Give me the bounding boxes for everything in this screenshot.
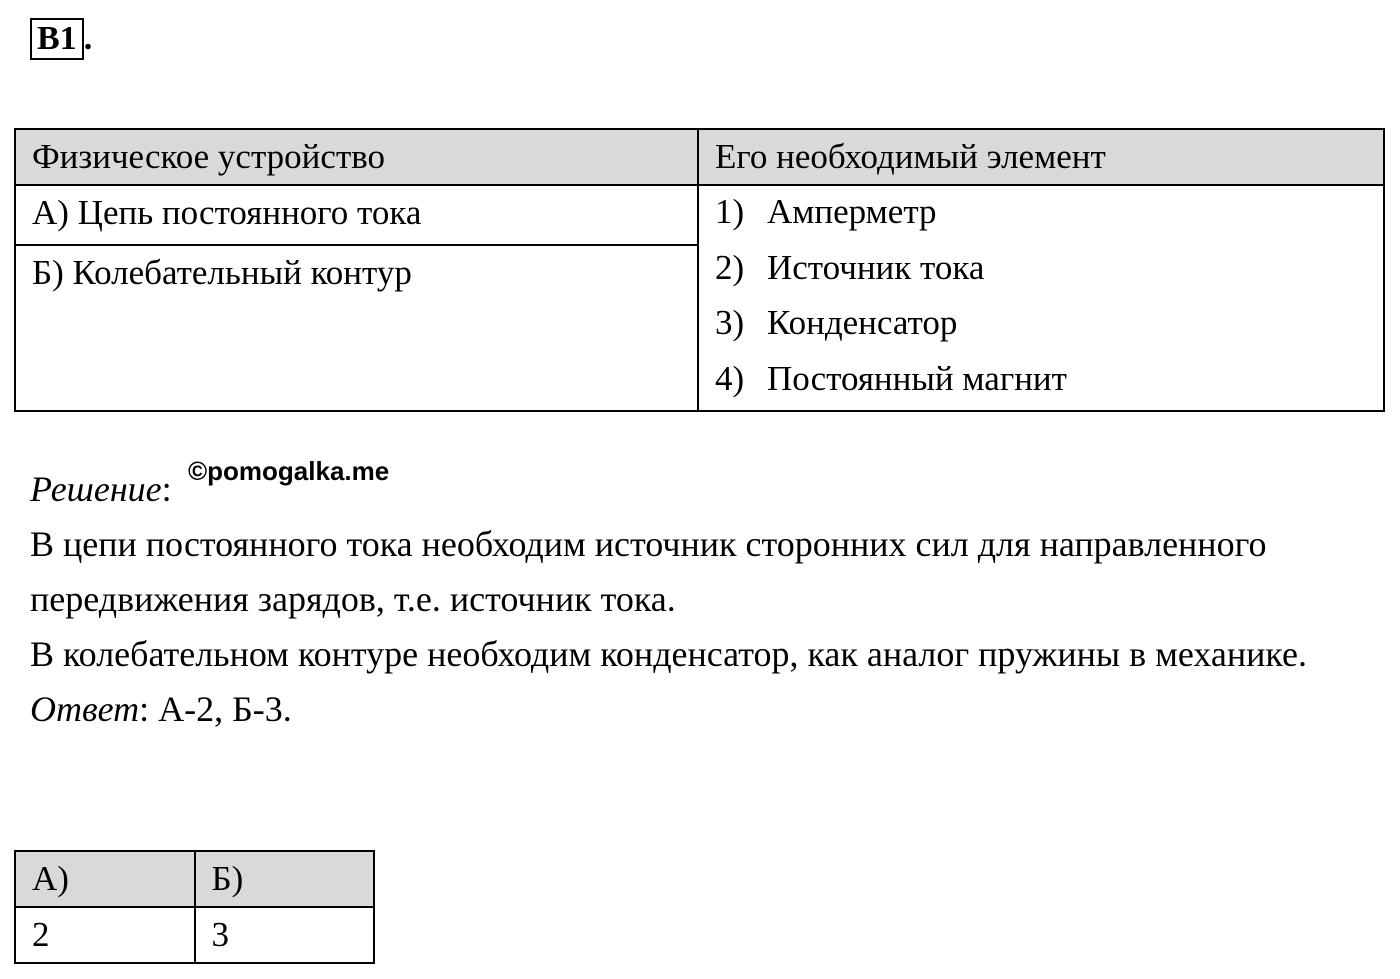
solution-heading-colon: : — [161, 469, 172, 509]
option-text: Источник тока — [766, 247, 985, 287]
element-options — [698, 185, 1384, 411]
answer-value-a: 2 — [15, 907, 195, 963]
option-text: Постоянный магнит — [766, 358, 1067, 398]
answer-header-b: Б) — [195, 851, 375, 907]
list-item — [715, 186, 1367, 242]
answer-value-b: 3 — [195, 907, 375, 963]
solution-paragraph-2: В колебательном контуре необходим конденсатор, как аналог пружины в механике. — [30, 634, 1307, 674]
answer-label: Ответ — [30, 689, 140, 729]
answer-table-header — [15, 851, 374, 907]
option-number: 1) — [714, 192, 745, 231]
solution-heading-text: Решение — [30, 469, 162, 509]
table-row — [15, 185, 1384, 245]
option-number: 2) — [714, 247, 745, 287]
list-item — [715, 297, 1367, 353]
device-item-a: А) Цепь постоянного тока — [15, 185, 698, 245]
header-device: Физическое устройство — [15, 129, 698, 185]
matching-table — [14, 128, 1385, 412]
device-item-b: Б) Колебательный контур — [15, 245, 698, 411]
solution-heading — [30, 462, 1390, 517]
task-number-box: B1 — [30, 18, 84, 60]
watermark: ©pomogalka.me — [188, 456, 390, 486]
header-element: Его необходимый элемент — [698, 129, 1384, 185]
answer-table — [14, 850, 375, 964]
task-number-dot: . — [83, 20, 93, 57]
option-text: Конденсатор — [766, 303, 958, 342]
option-number: 3) — [714, 303, 745, 342]
task-number — [30, 18, 92, 60]
solution-paragraph-1: В цепи постоянного тока необходим источник сторонних сил для направленного передвижения зарядов, т.е. источник тока. — [30, 524, 1267, 619]
answer-header-a: А) — [15, 851, 195, 907]
list-item — [715, 353, 1367, 409]
matching-table-header — [15, 129, 1384, 185]
list-item — [715, 242, 1367, 298]
table-row — [15, 907, 374, 963]
answer-text: : А-2, Б-3. — [139, 689, 292, 729]
option-number: 4) — [714, 358, 745, 398]
answer-line — [30, 682, 1390, 737]
option-text: Амперметр — [766, 192, 937, 231]
solution-block — [30, 462, 1390, 737]
